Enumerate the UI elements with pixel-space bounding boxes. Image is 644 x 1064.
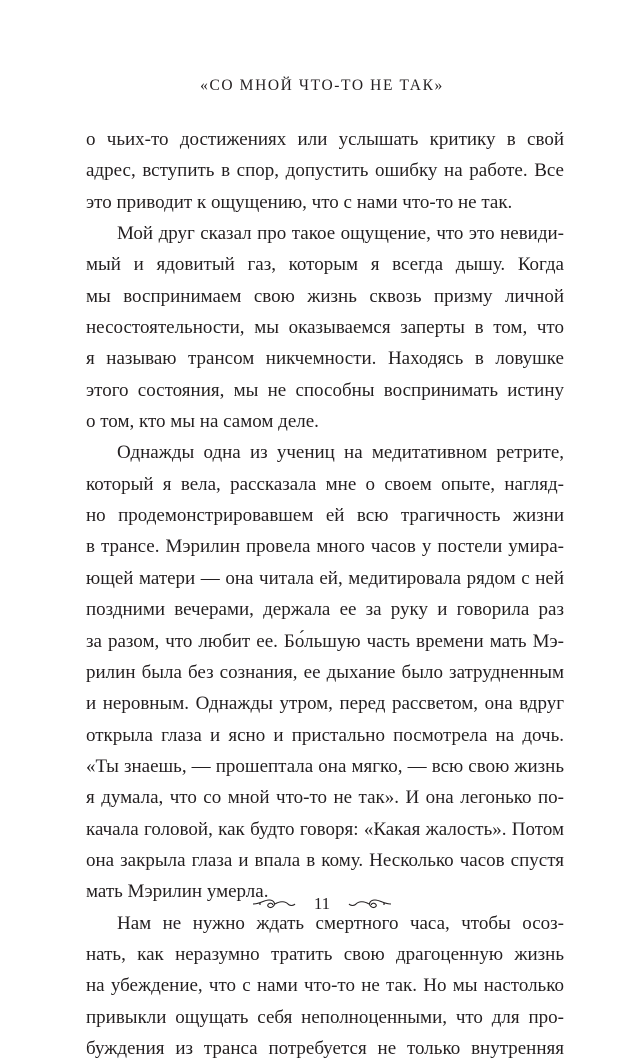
text-line: я думала, что со мной что-то не так». И она легонько по- <box>86 787 564 809</box>
text-line: о чьих-то достижениях или услышать критику в свой <box>86 129 564 150</box>
text-line: о том, кто мы на самом деле. <box>86 411 319 433</box>
text-line: несостоятельности, мы оказываемся заперты в том, что <box>86 317 564 339</box>
text-line: я называю трансом никчемности. Находясь в ловушке <box>86 348 564 370</box>
text-line: поздними вечерами, держала ее за руку и говорила раз <box>86 599 564 621</box>
text-line: качала головой, как будто говоря: «Какая жалость». Потом <box>86 818 564 840</box>
text-line: Однажды одна из учениц на медитативном ретрите, <box>117 442 564 464</box>
text-line: за разом, что любит ее. Бо́льшую часть времени мать Мэ- <box>86 630 564 652</box>
right-swirl-ornament-icon <box>348 897 392 911</box>
text-line: ющей матери — она читала ей, медитировала рядом с ней <box>86 567 564 589</box>
left-swirl-ornament-icon <box>252 897 296 911</box>
text-line: она закрыла глаза и впала в кому. Несколько часов спустя <box>86 849 564 871</box>
text-line: но продемонстрировавшем ей всю трагичность жизни <box>86 505 564 527</box>
text-line: в трансе. Мэрилин провела много часов у постели умира- <box>86 536 564 558</box>
body-text <box>86 124 564 1064</box>
page-footer <box>0 893 644 914</box>
text-line: адрес, вступить в спор, допустить ошибку на работе. Все <box>86 160 564 182</box>
text-line: открыла глаза и ясно и пристально посмотрела на дочь. <box>86 724 564 746</box>
text-line: мать Мэрилин умерла. <box>86 881 269 903</box>
text-line: который я вела, рассказала мне о своем опыте, нагляд- <box>86 473 564 495</box>
text-line: это приводит к ощущению, что с нами что-то не так. <box>86 191 513 213</box>
page-number: 11 <box>313 894 331 914</box>
text-line: буждения из транса потребуется не только внутренняя <box>86 1037 564 1059</box>
text-line: рилин была без сознания, ее дыхание было затрудненным <box>86 661 564 683</box>
text-line: и неровным. Однажды утром, перед рассветом, она вдруг <box>86 693 564 715</box>
text-line: «Ты знаешь, — прошептала она мягко, — всю свою жизнь <box>86 755 564 777</box>
text-line: мы воспринимаем свою жизнь сквозь призму личной <box>86 285 564 307</box>
text-line: нать, как неразумно тратить свою драгоценную жизнь <box>86 943 564 965</box>
text-line: этого состояния, мы не способны воспринимать истину <box>86 379 564 401</box>
text-line: на убеждение, что с нами что-то не так. Но мы настолько <box>86 975 564 997</box>
text-line: мый и ядовитый газ, которым я всегда дышу. Когда <box>86 254 564 276</box>
text-line: привыкли ощущать себя неполноценными, что для про- <box>86 1006 564 1028</box>
text-line: Мой друг сказал про такое ощущение, что это невиди- <box>117 223 564 245</box>
text-line: Нам не нужно ждать смертного часа, чтобы осоз- <box>117 912 564 934</box>
running-head: «СО МНОЙ ЧТО-ТО НЕ ТАК» <box>200 77 444 94</box>
